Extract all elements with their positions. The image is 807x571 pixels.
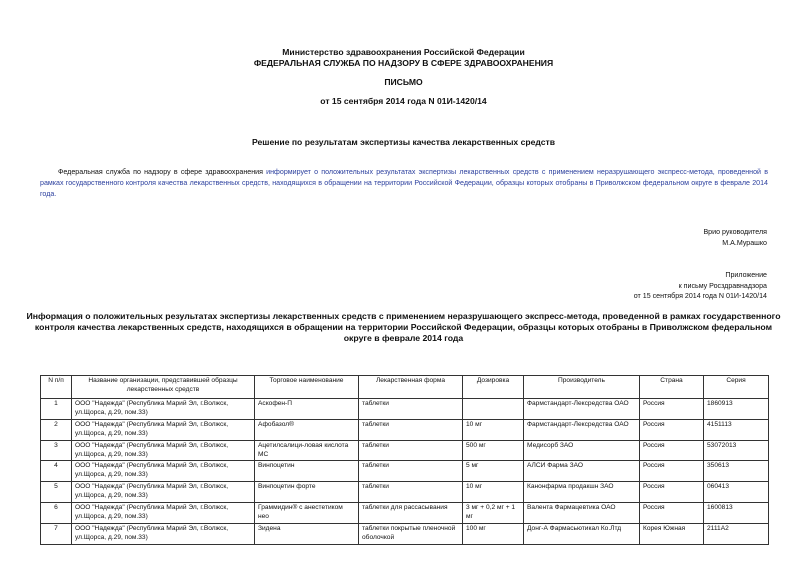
cell-series: 53072013: [704, 440, 769, 461]
cell-dosage: [463, 399, 524, 420]
cell-number: 3: [41, 440, 72, 461]
cell-country: Корея Южная: [640, 523, 704, 544]
table-row: [41, 523, 769, 544]
col-header-dosage: Дозировка: [463, 376, 524, 399]
cell-dosage-form: таблетки для рассасывания: [359, 503, 463, 524]
cell-manufacturer: Фармстандарт-Лексредства ОАО: [524, 399, 640, 420]
cell-series: 4151113: [704, 419, 769, 440]
cell-dosage-form: таблетки: [359, 440, 463, 461]
cell-organization: ООО "Надежда" (Республика Марий Эл, г.Волжск, ул.Щорса, д.29, пом.33): [72, 461, 255, 482]
cell-manufacturer: Валента Фармацевтика ОАО: [524, 503, 640, 524]
document-date: от 15 сентября 2014 года N 01И-1420/14: [320, 96, 487, 106]
col-header-country: Страна: [640, 376, 704, 399]
cell-trade-name: Зидена: [255, 523, 359, 544]
cell-number: 7: [41, 523, 72, 544]
info-title: Информация о положительных результатах экспертизы лекарственных средств с применением неразрушающего экспресс-метода, проведенной в рамках государственного контроля качества лекарственных средств, находящихся в обращении на территории Российской Федерации, образцы которых отобраны в Приволжском федеральном округе в феврале 2014 года: [26, 311, 781, 343]
cell-dosage: 10 мг: [463, 482, 524, 503]
intro-text-link[interactable]: информирует о положительных результатах экспертизы лекарственных средств с применением неразрушающего экспресс-метода, проведенной в рамках государственного контроля качества лекарственных средств, находящихся в обращении на территории Российской Федерации, образцы которых отобраны в Приволжском федеральном округе в феврале 2014 года.: [40, 168, 768, 198]
cell-country: Россия: [640, 503, 704, 524]
cell-number: 2: [41, 419, 72, 440]
cell-dosage-form: таблетки: [359, 419, 463, 440]
cell-number: 1: [41, 399, 72, 420]
cell-manufacturer: АЛСИ Фарма ЗАО: [524, 461, 640, 482]
cell-country: Россия: [640, 399, 704, 420]
table-row: [41, 461, 769, 482]
cell-trade-name: Граммидин® с анестетиком нео: [255, 503, 359, 524]
cell-series: 1860913: [704, 399, 769, 420]
table-header-row: [41, 376, 769, 399]
cell-dosage-form: таблетки: [359, 482, 463, 503]
cell-country: Россия: [640, 461, 704, 482]
cell-dosage: 5 мг: [463, 461, 524, 482]
cell-series: 2111А2: [704, 523, 769, 544]
intro-paragraph: [40, 167, 768, 200]
cell-manufacturer: Фармстандарт-Лексредства ОАО: [524, 419, 640, 440]
cell-country: Россия: [640, 419, 704, 440]
appendix-block: [634, 270, 767, 302]
cell-dosage-form: таблетки: [359, 399, 463, 420]
cell-number: 5: [41, 482, 72, 503]
cell-dosage: 10 мг: [463, 419, 524, 440]
table-row: [41, 503, 769, 524]
cell-number: 6: [41, 503, 72, 524]
col-header-manufacturer: Производитель: [524, 376, 640, 399]
col-header-number: N п/п: [41, 376, 72, 399]
cell-trade-name: Афобазол®: [255, 419, 359, 440]
cell-organization: ООО "Надежда" (Республика Марий Эл, г.Волжск, ул.Щорса, д.29, пом.33): [72, 503, 255, 524]
cell-organization: ООО "Надежда" (Республика Марий Эл, г.Волжск, ул.Щорса, д.29, пом.33): [72, 419, 255, 440]
cell-dosage: 3 мг + 0,2 мг + 1 мг: [463, 503, 524, 524]
col-header-dosage-form: Лекарственная форма: [359, 376, 463, 399]
cell-trade-name: Ацетилсалици-ловая кислота МС: [255, 440, 359, 461]
cell-dosage: 100 мг: [463, 523, 524, 544]
appendix-date: от 15 сентября 2014 года N 01И-1420/14: [633, 292, 767, 300]
cell-organization: ООО "Надежда" (Республика Марий Эл, г.Волжск, ул.Щорса, д.29, пом.33): [72, 523, 255, 544]
cell-organization: ООО "Надежда" (Республика Марий Эл, г.Волжск, ул.Щорса, д.29, пом.33): [72, 482, 255, 503]
cell-dosage-form: таблетки: [359, 461, 463, 482]
cell-trade-name: Винпоцетин: [255, 461, 359, 482]
document-subject: Решение по результатам экспертизы качества лекарственных средств: [251, 137, 556, 147]
cell-dosage-form: таблетки покрытые пленочной оболочкой: [359, 523, 463, 544]
appendix-label: Приложение: [725, 271, 767, 279]
cell-manufacturer: Донг-А Фармасьютикал Ко.Лтд: [524, 523, 640, 544]
cell-organization: ООО "Надежда" (Республика Марий Эл, г.Волжск, ул.Щорса, д.29, пом.33): [72, 440, 255, 461]
cell-number: 4: [41, 461, 72, 482]
table-row: [41, 399, 769, 420]
service-name: ФЕДЕРАЛЬНАЯ СЛУЖБА ПО НАДЗОРУ В СФЕРЕ ЗДРАВООХРАНЕНИЯ: [253, 58, 554, 68]
intro-text-plain: Федеральная служба по надзору в сфере здравоохранения: [58, 168, 267, 176]
cell-series: 1600813: [704, 503, 769, 524]
col-header-organization: Название организации, представившей образцы лекарственных средств: [72, 376, 255, 399]
cell-trade-name: Винпоцетин форте: [255, 482, 359, 503]
cell-dosage: 500 мг: [463, 440, 524, 461]
table-row: [41, 419, 769, 440]
results-table: [40, 375, 769, 545]
ministry-name: Министерство здравоохранения Российской Федерации: [282, 47, 525, 57]
document-type: ПИСЬМО: [384, 77, 423, 87]
signature-block: [703, 227, 767, 248]
cell-country: Россия: [640, 482, 704, 503]
col-header-trade-name: Торговое наименование: [255, 376, 359, 399]
signature-position: Врио руководителя: [703, 228, 767, 236]
signature-name: М.А.Мурашко: [722, 238, 767, 247]
table-row: [41, 440, 769, 461]
cell-manufacturer: Медисорб ЗАО: [524, 440, 640, 461]
cell-manufacturer: Канонфарма продакшн ЗАО: [524, 482, 640, 503]
col-header-series: Серия: [704, 376, 769, 399]
cell-organization: ООО "Надежда" (Республика Марий Эл, г.Волжск, ул.Щорса, д.29, пом.33): [72, 399, 255, 420]
table-row: [41, 482, 769, 503]
cell-country: Россия: [640, 440, 704, 461]
cell-trade-name: Аскофен-П: [255, 399, 359, 420]
cell-series: 350613: [704, 461, 769, 482]
appendix-reference: к письму Росздравнадзора: [678, 281, 767, 290]
cell-series: 060413: [704, 482, 769, 503]
